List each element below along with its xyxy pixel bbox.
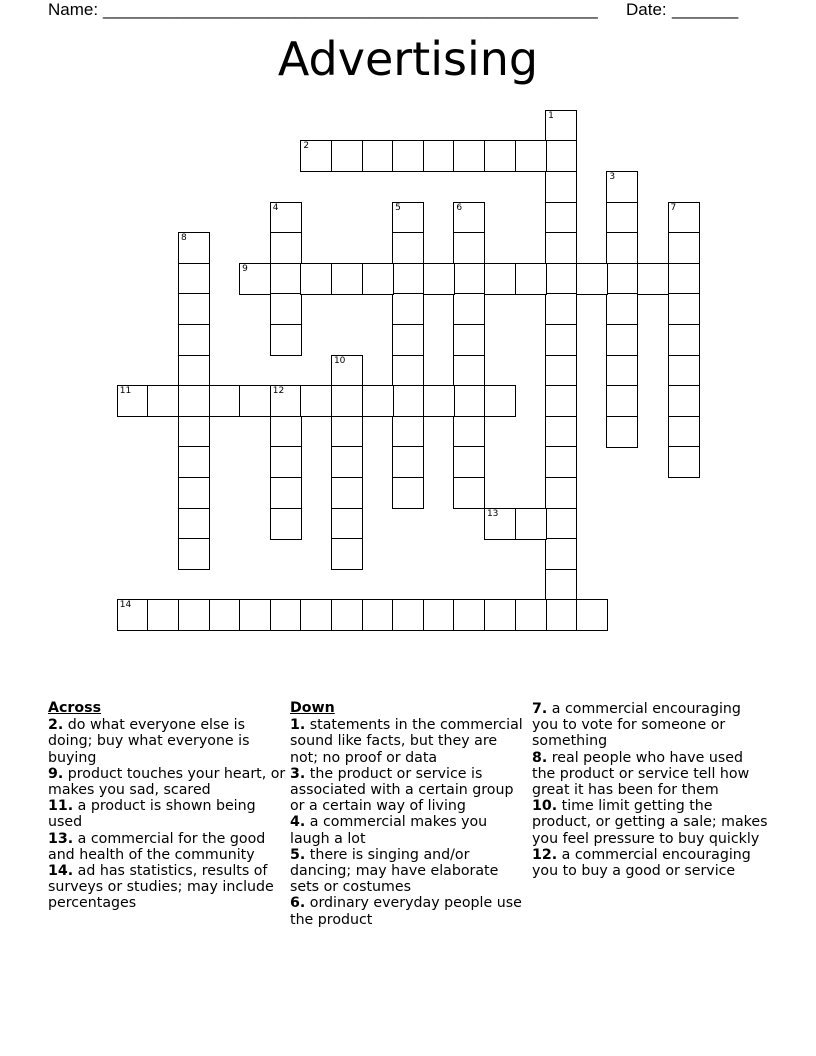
grid-cell[interactable] [178,263,210,295]
grid-cell[interactable] [668,446,700,478]
grid-cell[interactable] [453,324,485,356]
clue-text: real people who have used the product or service tell how great it has been for them [532,749,750,799]
grid-cell[interactable] [545,569,577,601]
cell-number: 12 [272,386,285,397]
grid-cell[interactable] [209,599,241,631]
grid-cell[interactable] [178,446,210,478]
clue-9 [48,766,288,798]
grid-cell[interactable] [209,385,241,417]
grid-cell[interactable] [423,385,455,417]
grid-cell[interactable] [545,508,577,540]
grid-cell[interactable] [545,232,577,264]
grid-cell[interactable] [117,599,149,631]
grid-cell[interactable] [362,599,394,631]
grid-cell[interactable] [453,446,485,478]
clue-text: a commercial encouraging you to vote for someone or something [532,701,741,750]
grid-cell[interactable] [453,599,485,631]
clue-4 [290,814,526,846]
grid-cell[interactable] [392,202,424,234]
grid-cell[interactable] [178,508,210,540]
grid-cell[interactable] [331,446,363,478]
grid-cell[interactable] [668,355,700,387]
grid-cell[interactable] [453,416,485,448]
grid-cell[interactable] [331,477,363,509]
clue-number: 7. [532,701,548,717]
grid-cell[interactable] [668,293,700,325]
grid-cell[interactable] [576,599,608,631]
grid-cell[interactable] [392,416,424,448]
clue-6 [290,895,526,927]
clue-12 [532,847,768,879]
grid-cell[interactable] [545,538,577,570]
grid-cell[interactable] [178,324,210,356]
grid-cell[interactable] [606,263,638,295]
grid-cell[interactable] [331,355,363,387]
across-clues [48,700,288,912]
grid-cell[interactable] [331,538,363,570]
clue-number: 5. [290,846,306,863]
grid-cell[interactable] [300,263,332,295]
grid-cell[interactable] [545,355,577,387]
cell-number: 6 [456,202,463,213]
clue-number: 4. [290,814,306,831]
clue-text: product touches your heart, or makes you sad, scared [48,765,286,799]
grid-cell[interactable] [331,140,363,172]
grid-cell[interactable] [484,263,516,295]
grid-cell[interactable] [270,477,302,509]
grid-cell[interactable] [300,140,332,172]
clue-number: 8. [532,749,548,766]
grid-cell[interactable] [423,263,455,295]
grid-cell[interactable] [270,599,302,631]
grid-cell[interactable] [147,385,179,417]
grid-cell[interactable] [392,385,424,417]
name-label: Name: [48,0,103,19]
grid-cell[interactable] [606,324,638,356]
grid-cell[interactable] [392,324,424,356]
grid-cell[interactable] [545,110,577,142]
grid-cell[interactable] [484,140,516,172]
grid-cell[interactable] [270,324,302,356]
clue-text: there is singing and/or dancing; may have elaborate sets or costumes [290,846,499,896]
clue-number: 2. [48,717,64,734]
cell-number: 10 [333,355,346,366]
grid-cell[interactable] [606,293,638,325]
name-field[interactable]: ______________________________________________________ [103,0,598,19]
cell-number: 3 [609,171,616,182]
grid-cell[interactable] [453,477,485,509]
grid-cell[interactable] [392,293,424,325]
cell-number: 9 [242,263,248,274]
clue-number: 12. [532,846,558,863]
puzzle-title: Advertising [277,32,539,86]
grid-cell[interactable] [606,202,638,234]
grid-cell[interactable] [453,263,485,295]
grid-cell[interactable] [606,171,638,203]
grid-cell[interactable] [331,508,363,540]
clue-text: a commercial for the good and health of the community [48,830,266,863]
grid-cell[interactable] [606,416,638,448]
date-label: Date: [626,0,672,19]
grid-cell[interactable] [147,599,179,631]
grid-cell[interactable] [484,508,516,540]
grid-cell[interactable] [668,232,700,264]
grid-cell[interactable] [331,599,363,631]
clue-2 [48,717,288,766]
grid-cell[interactable] [545,293,577,325]
grid-cell[interactable] [545,324,577,356]
grid-cell[interactable] [545,140,577,172]
grid-cell[interactable] [178,355,210,387]
grid-cell[interactable] [270,263,302,295]
grid-cell[interactable] [606,385,638,417]
date-field[interactable]: _______ [672,0,739,19]
grid-cell[interactable] [515,599,547,631]
cell-number: 1 [548,110,554,121]
grid-cell[interactable] [484,599,516,631]
grid-cell[interactable] [545,477,577,509]
grid-cell[interactable] [668,202,700,234]
grid-cell[interactable] [392,446,424,478]
grid-cell[interactable] [239,263,271,295]
grid-cell[interactable] [178,599,210,631]
grid-cell[interactable] [637,263,669,295]
clue-text: ordinary everyday people use the product [290,895,522,928]
grid-cell[interactable] [178,385,210,417]
grid-cell[interactable] [239,385,271,417]
grid-cell[interactable] [392,140,424,172]
clue-number: 6. [290,895,306,912]
grid-cell[interactable] [545,263,577,295]
clue-number: 9. [48,765,64,782]
grid-cell[interactable] [423,140,455,172]
clue-text: a commercial encouraging you to buy a good or service [532,846,751,880]
grid-cell[interactable] [270,416,302,448]
grid-cell[interactable] [392,599,424,631]
across-heading: Across [48,700,102,716]
grid-cell[interactable] [362,263,394,295]
down-clues-continued [532,701,768,879]
clue-5 [290,847,526,896]
grid-cell[interactable] [270,232,302,264]
clue-text: statements in the commercial sound like facts, but they are not; no proof or data [290,717,523,766]
cell-number: 5 [395,202,401,213]
grid-cell[interactable] [270,202,302,234]
cell-number: 7 [670,202,677,213]
clue-number: 14. [48,863,74,880]
grid-cell[interactable] [576,263,608,295]
cell-number: 2 [303,141,310,152]
grid-cell[interactable] [545,202,577,234]
grid-cell[interactable] [453,140,485,172]
clue-14 [48,863,288,912]
grid-cell[interactable] [270,293,302,325]
grid-cell[interactable] [392,355,424,387]
clue-8 [532,750,768,799]
grid-cell[interactable] [392,263,424,295]
grid-cell[interactable] [668,324,700,356]
clue-number: 10. [532,798,558,815]
grid-cell[interactable] [515,508,547,540]
grid-cell[interactable] [606,355,638,387]
grid-cell[interactable] [484,385,516,417]
grid-cell[interactable] [270,446,302,478]
grid-cell[interactable] [453,293,485,325]
clue-1 [290,717,526,766]
grid-cell[interactable] [392,477,424,509]
grid-cell[interactable] [515,140,547,172]
down-clues [290,700,526,928]
grid-cell[interactable] [178,416,210,448]
grid-cell[interactable] [668,263,700,295]
grid-cell[interactable] [300,385,332,417]
grid-cell[interactable] [270,385,302,417]
clue-7 [532,701,768,750]
clue-text: do what everyone else is doing; buy what everyone is buying [48,717,250,766]
grid-cell[interactable] [362,385,394,417]
grid-cell[interactable] [515,263,547,295]
cell-number: 11 [119,386,132,397]
clue-3 [290,766,526,815]
grid-cell[interactable] [453,232,485,264]
grid-cell[interactable] [239,599,271,631]
grid-cell[interactable] [178,538,210,570]
clue-number: 3. [290,765,306,782]
grid-cell[interactable] [545,171,577,203]
clue-text: a product is shown being used [48,798,256,831]
cell-number: 13 [486,508,499,519]
grid-cell[interactable] [668,416,700,448]
grid-cell[interactable] [545,416,577,448]
grid-cell[interactable] [545,599,577,631]
grid-cell[interactable] [453,355,485,387]
grid-cell[interactable] [545,446,577,478]
clue-text: time limit getting the product, or getting a sale; makes you feel pressure to buy quickly [532,798,768,847]
cell-number: 4 [272,202,279,213]
grid-cell[interactable] [423,599,455,631]
clue-text: a commercial makes you laugh a lot [290,814,488,847]
clue-11 [48,798,288,830]
grid-cell[interactable] [178,232,210,264]
clue-10 [532,798,768,847]
grid-cell[interactable] [453,202,485,234]
grid-cell[interactable] [331,416,363,448]
cell-number: 8 [180,233,187,244]
grid-cell[interactable] [453,385,485,417]
clue-text: the product or service is associated with a certain group or a certain way of living [290,765,514,815]
grid-cell[interactable] [331,263,363,295]
grid-cell[interactable] [331,385,363,417]
down-heading: Down [290,700,335,716]
grid-cell[interactable] [270,508,302,540]
grid-cell[interactable] [545,385,577,417]
grid-cell[interactable] [300,599,332,631]
grid-cell[interactable] [668,385,700,417]
clue-number: 13. [48,830,74,847]
grid-cell[interactable] [392,232,424,264]
grid-cell[interactable] [117,385,149,417]
clue-number: 1. [290,717,306,734]
clue-number: 11. [48,798,74,815]
grid-cell[interactable] [178,293,210,325]
grid-cell[interactable] [606,232,638,264]
clue-text: ad has statistics, results of surveys or studies; may include percentages [48,863,274,912]
grid-cell[interactable] [178,477,210,509]
cell-number: 14 [119,600,132,611]
clue-13 [48,831,288,863]
grid-cell[interactable] [362,140,394,172]
